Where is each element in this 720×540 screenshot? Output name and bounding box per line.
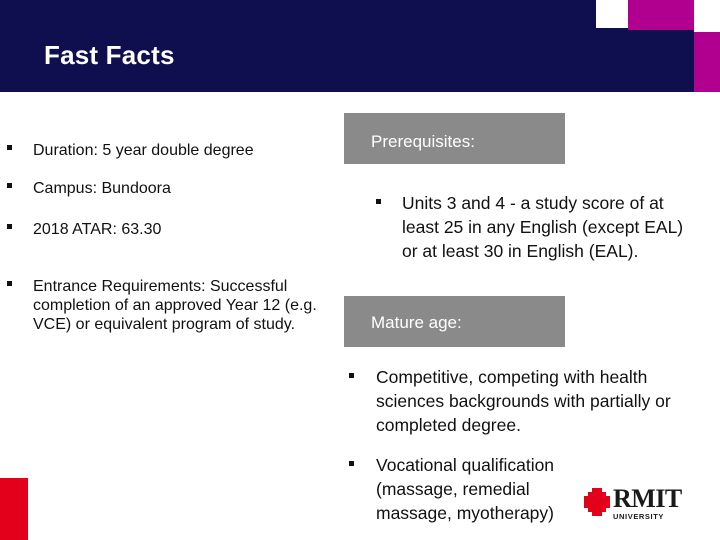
mature-age-heading: Mature age: bbox=[344, 296, 565, 347]
slide-title: Fast Facts bbox=[44, 40, 175, 70]
bullet-marker bbox=[7, 183, 12, 188]
rmit-pixel-mark-icon bbox=[584, 488, 610, 518]
fact-campus: Campus: Bundoora bbox=[33, 180, 171, 197]
mature-age-item-competitive: Competitive, competing with health sciences backgrounds with partially or completed degree. bbox=[376, 367, 671, 435]
rmit-logo bbox=[584, 486, 680, 522]
decor-square-magenta bbox=[628, 0, 694, 30]
prerequisites-heading: Prerequisites: bbox=[344, 113, 565, 164]
prerequisite-item: Units 3 and 4 - a study score of at least 25 in any English (except EAL) or at least 30 in English (EAL). bbox=[402, 193, 684, 261]
mature-age-item-vocational: Vocational qualification (massage, remedial massage, myotherapy) bbox=[376, 455, 555, 523]
bullet-marker bbox=[349, 373, 354, 378]
bullet-marker bbox=[376, 199, 381, 204]
decor-square-white bbox=[596, 0, 628, 28]
logo-subtitle: UNIVERSITY bbox=[613, 512, 665, 521]
bullet-marker bbox=[7, 281, 12, 286]
bullet-marker bbox=[7, 145, 12, 150]
decor-square-magenta bbox=[694, 32, 720, 92]
fact-entrance-requirements: Entrance Requirements: Successful completion of an approved Year 12 (e.g. VCE) or equivalent program of study. bbox=[33, 278, 317, 333]
bullet-marker bbox=[7, 224, 12, 229]
decor-square-red bbox=[0, 478, 28, 540]
decor-square-white bbox=[694, 0, 720, 32]
fact-atar: 2018 ATAR: 63.30 bbox=[33, 221, 162, 238]
fact-duration: Duration: 5 year double degree bbox=[33, 142, 254, 159]
bullet-marker bbox=[349, 461, 354, 466]
logo-wordmark: RMIT bbox=[613, 484, 682, 513]
